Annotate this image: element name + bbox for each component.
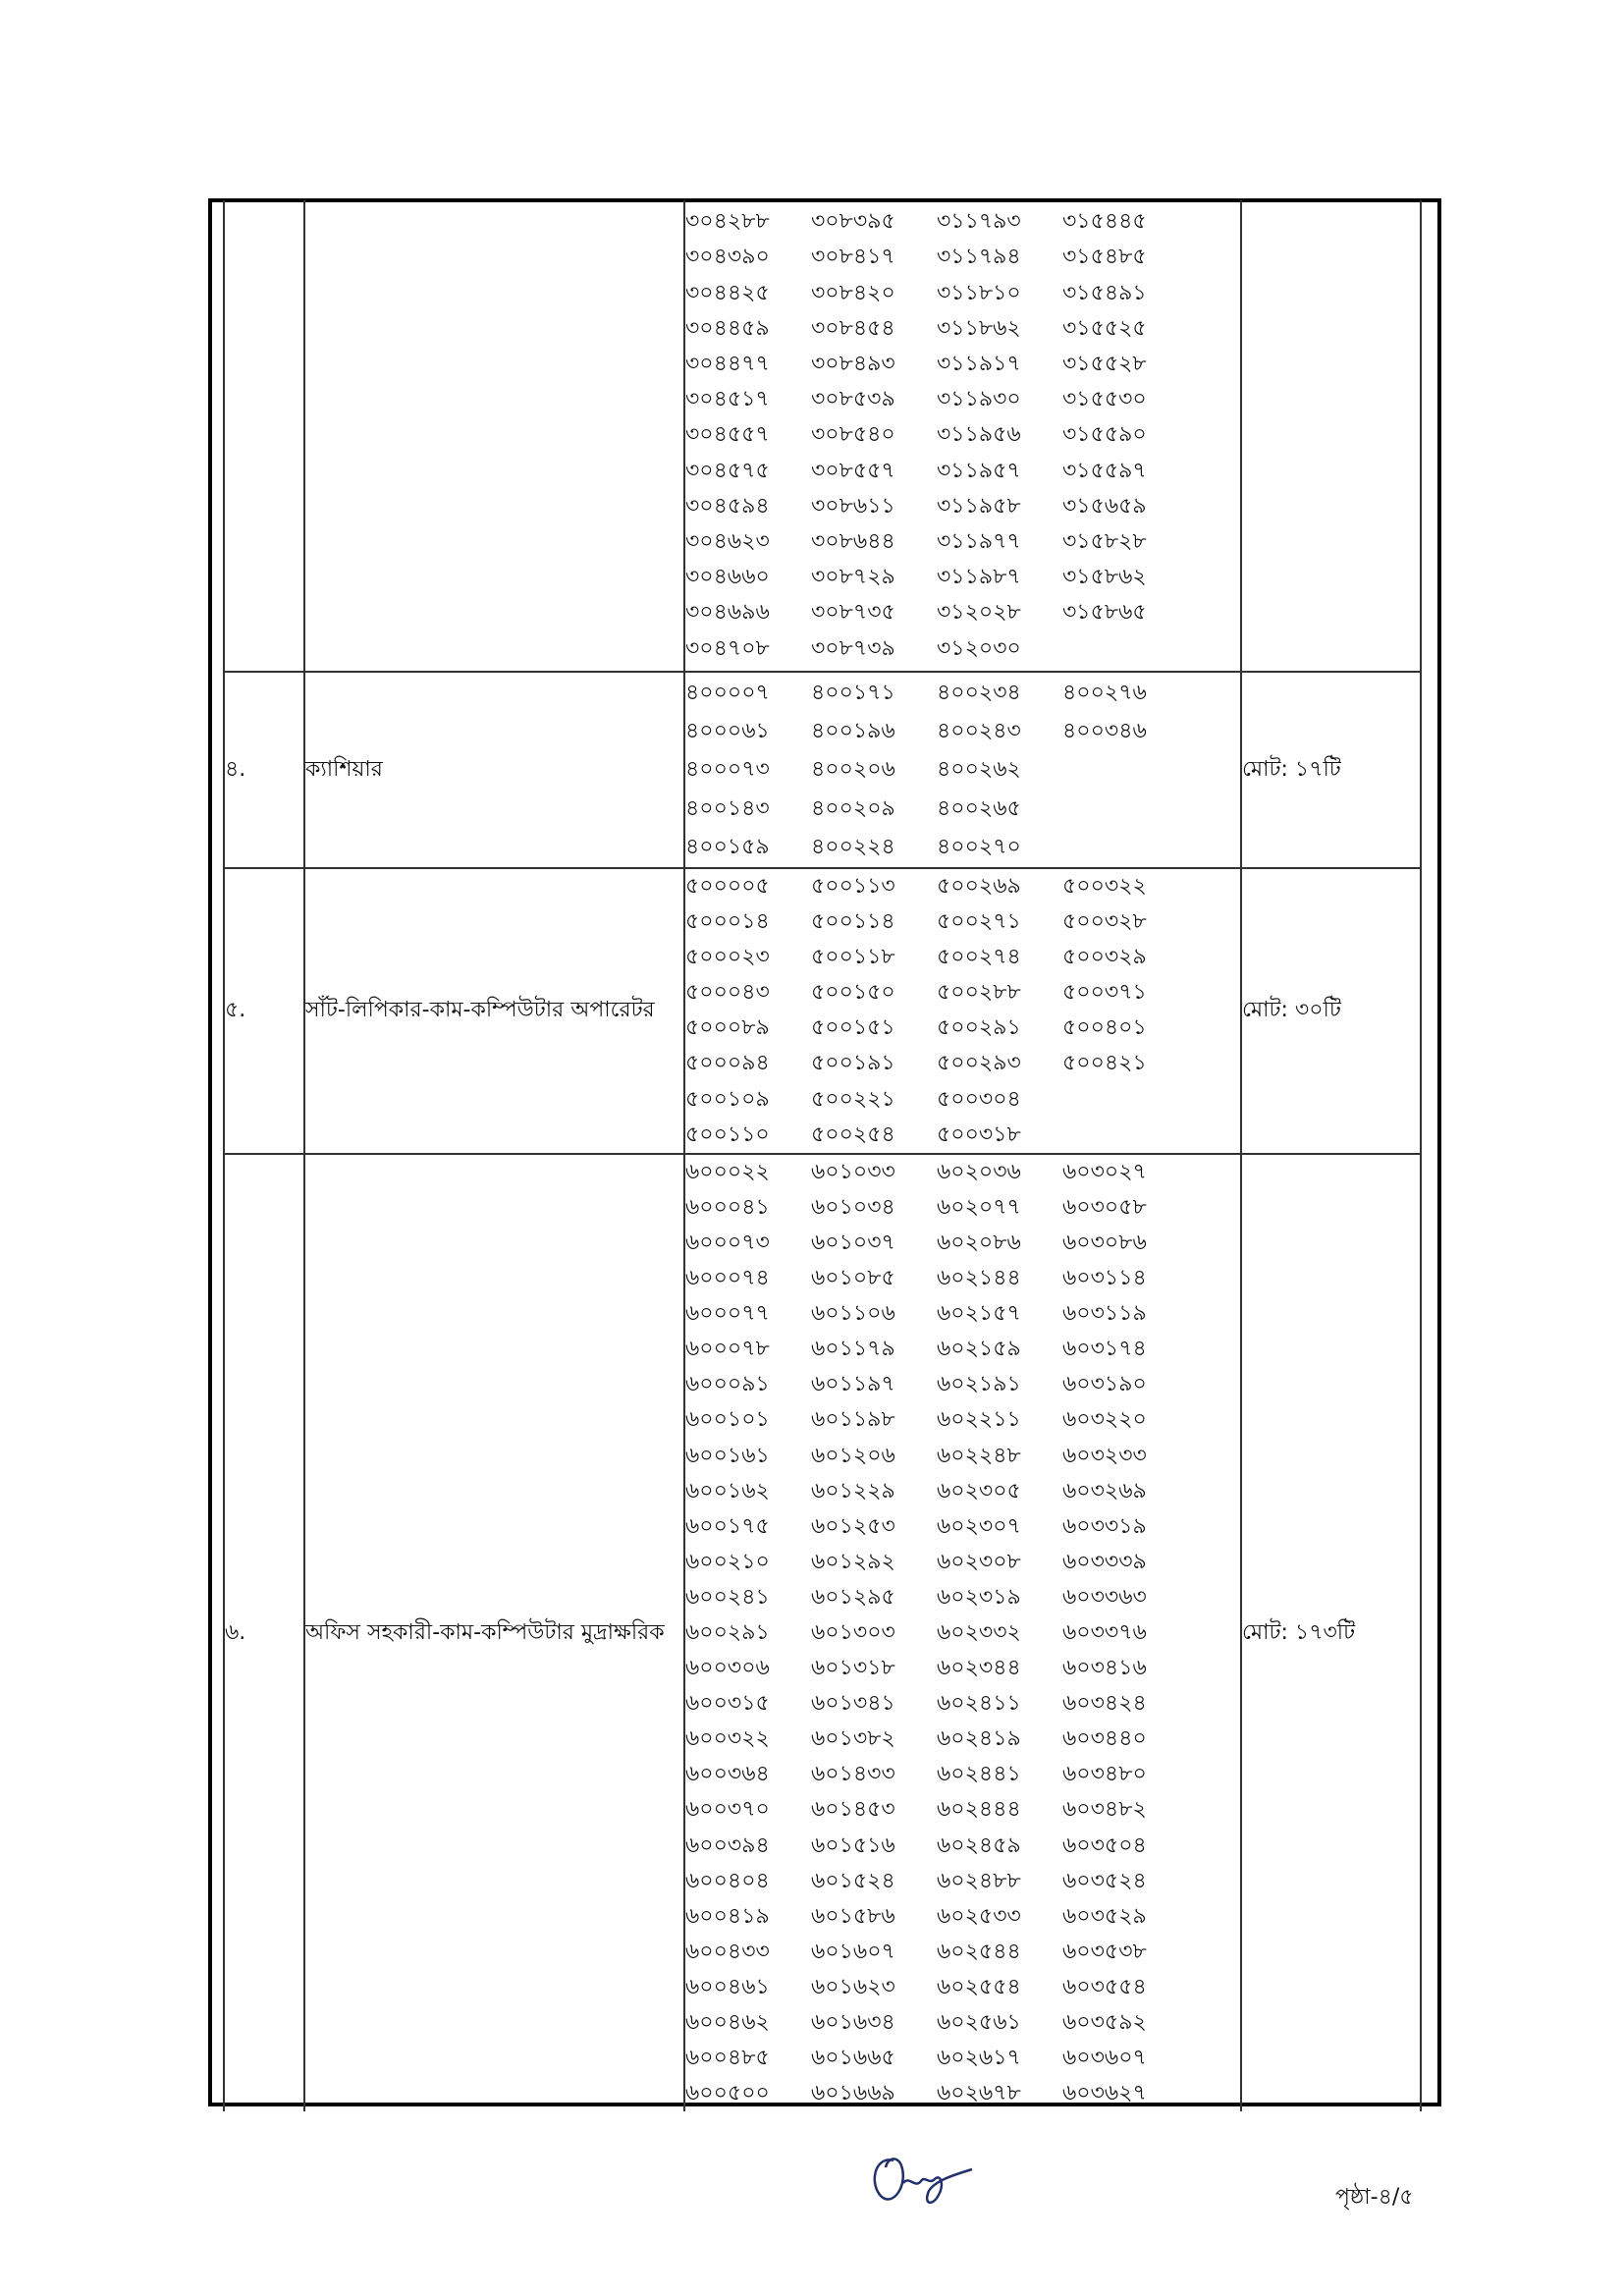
roll-number: ৬০১৬২৩ bbox=[811, 1974, 895, 1999]
roll-number: ৩০৮৪৫৪ bbox=[811, 315, 895, 341]
roll-number: ৫০০০২৩ bbox=[685, 945, 770, 970]
roll-numbers-cell bbox=[684, 672, 1241, 868]
roll-number: ৫০০৪২১ bbox=[1062, 1051, 1147, 1076]
roll-number: ৬০২৩৪৪ bbox=[937, 1656, 1021, 1681]
roll-number: ৩১১৯৮৭ bbox=[937, 565, 1021, 590]
serial-cell: ৫. bbox=[224, 868, 304, 1154]
roll-number: ৩০৪৬৬০ bbox=[685, 565, 770, 590]
roll-number bbox=[1062, 1082, 1188, 1118]
roll-number: ৬০২০৩৬ bbox=[937, 1159, 1021, 1184]
roll-number: ৩১৫৬৫৯ bbox=[1062, 493, 1147, 519]
roll-number: ৬০১৩০৩ bbox=[811, 1619, 895, 1645]
roll-number: ৬০০২১০ bbox=[685, 1549, 770, 1574]
roll-number: ৬০০০৪১ bbox=[685, 1194, 770, 1220]
roll-number: ৫০০৩০৪ bbox=[937, 1086, 1021, 1112]
roll-number: ৬০১০৩৭ bbox=[811, 1230, 895, 1255]
roll-number: ৬০৩৪৪০ bbox=[1062, 1726, 1147, 1752]
roll-number: ৬০৩৫০৪ bbox=[1062, 1832, 1147, 1858]
roll-number: ৩০৮৭২৯ bbox=[811, 565, 895, 590]
roll-number: ৩১৫৫৩০ bbox=[1062, 387, 1147, 412]
post-name-cell: ক্যাশিয়ার bbox=[304, 672, 684, 868]
roll-number: ৬০৩৪৮২ bbox=[1062, 1797, 1147, 1823]
roll-number: ৪০০০৭৩ bbox=[685, 757, 770, 783]
roll-number: ৬০১৩৮২ bbox=[811, 1726, 895, 1752]
roll-number: ৫০০১১৪ bbox=[811, 909, 895, 935]
roll-number: ৩০৮৪২০ bbox=[811, 280, 895, 305]
roll-number: ৫০০৪০১ bbox=[1062, 1015, 1147, 1041]
roll-number: ৫০০০৯৪ bbox=[685, 1051, 770, 1076]
result-table bbox=[223, 200, 1422, 2111]
roll-number: ৪০০১৪৩ bbox=[685, 795, 770, 821]
roll-number: ৩১৫৪৯১ bbox=[1062, 280, 1147, 305]
table-row bbox=[224, 200, 1421, 672]
roll-number: ৬০১৫১৬ bbox=[811, 1832, 895, 1858]
roll-number: ৩১১৯৭৭ bbox=[937, 528, 1021, 554]
roll-number: ৬০২৫৫৪ bbox=[937, 1974, 1021, 1999]
table-row bbox=[224, 672, 1421, 868]
roll-number: ৫০০০১৪ bbox=[685, 909, 770, 935]
roll-number: ৬০১০৩৪ bbox=[811, 1194, 895, 1220]
roll-number: ৬০৩২৩৩ bbox=[1062, 1443, 1147, 1468]
total-cell: মোট: ১৭৩টি bbox=[1241, 1154, 1421, 2112]
roll-list bbox=[685, 869, 1240, 1153]
roll-number: ৫০০২৮৮ bbox=[937, 980, 1021, 1006]
roll-number: ৬০২১৯১ bbox=[937, 1372, 1021, 1397]
roll-number bbox=[1062, 828, 1188, 866]
roll-number bbox=[1062, 750, 1188, 789]
roll-number: ৬০০৪০৪ bbox=[685, 1868, 770, 1893]
roll-number: ৫০০১১৮ bbox=[811, 945, 895, 970]
roll-number: ৬০২৫৩৩ bbox=[937, 1903, 1021, 1929]
roll-number: ৩০৮৫৫৭ bbox=[811, 458, 895, 483]
roll-number: ৬০৩০৫৮ bbox=[1062, 1194, 1147, 1220]
roll-number: ৬০৩১৭৪ bbox=[1062, 1337, 1147, 1362]
roll-number: ৫০০২২১ bbox=[811, 1086, 895, 1112]
roll-number: ৫০০১১৩ bbox=[811, 874, 895, 899]
roll-number: ৩১১৯৫৭ bbox=[937, 458, 1021, 483]
roll-number: ৩১১৯৩০ bbox=[937, 387, 1021, 412]
roll-number: ৬০০৪৬১ bbox=[685, 1974, 770, 1999]
roll-number: ৫০০১৫১ bbox=[811, 1015, 895, 1041]
roll-number: ৬০৩৫৩৮ bbox=[1062, 1939, 1147, 1964]
roll-number: ৬০১৩১৮ bbox=[811, 1656, 895, 1681]
roll-number: ৪০০৩৪৬ bbox=[1062, 718, 1147, 743]
roll-number: ৪০০০০৭ bbox=[685, 680, 770, 705]
roll-number: ৫০০৩২৯ bbox=[1062, 945, 1147, 970]
roll-number: ৬০৩৪২৪ bbox=[1062, 1691, 1147, 1717]
roll-number: ৬০০০২২ bbox=[685, 1159, 770, 1184]
roll-number: ৬০১২০৬ bbox=[811, 1443, 895, 1468]
post-name-cell: সাঁট-লিপিকার-কাম-কম্পিউটার অপারেটর bbox=[304, 868, 684, 1154]
roll-number: ৪০০২৭৬ bbox=[1062, 680, 1147, 705]
roll-number: ৬০১৬৬৯ bbox=[811, 2081, 895, 2106]
roll-number: ৩০৪৪৫৯ bbox=[685, 315, 770, 341]
roll-number: ৫০০২৫৪ bbox=[811, 1121, 895, 1147]
roll-number: ৩১১৭৯৪ bbox=[937, 245, 1021, 270]
roll-number: ৩১১৯৫৬ bbox=[937, 422, 1021, 448]
roll-number: ৩০৮৭৩৫ bbox=[811, 600, 895, 626]
roll-number: ৬০৩৫৯২ bbox=[1062, 2010, 1147, 2035]
roll-number: ৬০২৫৬১ bbox=[937, 2010, 1021, 2035]
roll-number: ৪০০২৩৪ bbox=[937, 680, 1021, 705]
total-cell: মোট: ৩০টি bbox=[1241, 868, 1421, 1154]
roll-number: ৪০০২০৯ bbox=[811, 795, 895, 821]
post-name-cell: অফিস সহকারী-কাম-কম্পিউটার মুদ্রাক্ষরিক bbox=[304, 1154, 684, 2112]
serial-cell bbox=[224, 200, 304, 672]
roll-number: ৩০৪৭০৮ bbox=[685, 635, 770, 661]
roll-number: ৩১২০২৮ bbox=[937, 600, 1021, 626]
roll-number: ৩১৫৫২৮ bbox=[1062, 352, 1147, 377]
roll-number: ৬০০৪৬২ bbox=[685, 2010, 770, 2035]
roll-number: ৬০০৩৭০ bbox=[685, 1797, 770, 1823]
roll-number: ৬০১৪৫৩ bbox=[811, 1797, 895, 1823]
roll-number: ৬০২২১১ bbox=[937, 1407, 1021, 1433]
roll-number: ৬০০৩২২ bbox=[685, 1726, 770, 1752]
roll-number: ৬০১৫২৪ bbox=[811, 1868, 895, 1893]
roll-number: ৩০৮৪১৭ bbox=[811, 245, 895, 270]
total-cell bbox=[1241, 200, 1421, 672]
roll-number: ৬০১৪৩৩ bbox=[811, 1762, 895, 1787]
roll-number: ৪০০১৯৬ bbox=[811, 718, 895, 743]
roll-number: ৫০০২৭৪ bbox=[937, 945, 1021, 970]
roll-number: ৩০৮৬১১ bbox=[811, 493, 895, 519]
roll-number: ৬০১২২৯ bbox=[811, 1478, 895, 1503]
roll-number: ৫০০০৪৩ bbox=[685, 980, 770, 1006]
roll-number: ৩১১৯১৭ bbox=[937, 352, 1021, 377]
roll-number: ৬০৩০২৭ bbox=[1062, 1159, 1147, 1184]
roll-number: ৩০৮৪৯৩ bbox=[811, 352, 895, 377]
roll-number: ৬০০০৭৮ bbox=[685, 1337, 770, 1362]
roll-list bbox=[685, 204, 1240, 666]
roll-number: ৬০০৩০৬ bbox=[685, 1656, 770, 1681]
signature-image bbox=[864, 2146, 982, 2214]
roll-number: ৫০০৩১৮ bbox=[937, 1121, 1021, 1147]
roll-numbers-cell bbox=[684, 1154, 1241, 2112]
roll-number: ৩০৪৬২৩ bbox=[685, 528, 770, 554]
roll-number: ৬০২৪৪১ bbox=[937, 1762, 1021, 1787]
roll-number: ৬০৩২২০ bbox=[1062, 1407, 1147, 1433]
roll-number: ৬০১১৯৮ bbox=[811, 1407, 895, 1433]
roll-number: ৩১১৭৯৩ bbox=[937, 209, 1021, 235]
roll-number: ৬০০৩৬৪ bbox=[685, 1762, 770, 1787]
roll-number: ৪০০০৬১ bbox=[685, 718, 770, 743]
page-number: পৃষ্ঠা-৪/৫ bbox=[1335, 2185, 1414, 2210]
roll-number: ৩১১৮৬২ bbox=[937, 315, 1021, 341]
post-name-cell bbox=[304, 200, 684, 672]
roll-number: ৬০১৬৬৫ bbox=[811, 2046, 895, 2071]
roll-number: ৩০৪৩৯০ bbox=[685, 245, 770, 270]
roll-number: ৬০১০৩৩ bbox=[811, 1159, 895, 1184]
roll-number: ৬০৩০৮৬ bbox=[1062, 1230, 1147, 1255]
roll-number: ৩০৮৫৪০ bbox=[811, 422, 895, 448]
roll-number: ৩০৪২৮৮ bbox=[685, 209, 770, 235]
roll-list bbox=[685, 674, 1240, 867]
serial-cell: ৪. bbox=[224, 672, 304, 868]
roll-number: ৩০৮৩৯৫ bbox=[811, 209, 895, 235]
roll-number: ৫০০০০৫ bbox=[685, 874, 770, 899]
roll-number: ৬০০০৭৭ bbox=[685, 1301, 770, 1327]
roll-number: ৪০০২০৬ bbox=[811, 757, 895, 783]
roll-number: ৬০১৬০৭ bbox=[811, 1939, 895, 1964]
roll-number: ৩১৫৪৪৫ bbox=[1062, 209, 1147, 235]
roll-number: ৬০০৩৯৪ bbox=[685, 1832, 770, 1858]
roll-number: ৩১৫৪৮৫ bbox=[1062, 245, 1147, 270]
roll-number: ৩০৪৫৫৭ bbox=[685, 422, 770, 448]
roll-number: ৬০৩১১৪ bbox=[1062, 1266, 1147, 1291]
roll-number: ৬০২৪১৯ bbox=[937, 1726, 1021, 1752]
roll-number: ৬০২২৪৮ bbox=[937, 1443, 1021, 1468]
roll-number: ৩১২০৩০ bbox=[937, 635, 1021, 661]
roll-number: ৩০৪৬৯৬ bbox=[685, 600, 770, 626]
roll-number: ৩০৮৭৩৯ bbox=[811, 635, 895, 661]
roll-number: ৬০০১০১ bbox=[685, 1407, 770, 1433]
table-row bbox=[224, 1154, 1421, 2112]
roll-number: ৪০০১৭১ bbox=[811, 680, 895, 705]
roll-number: ৩১৫৮২৮ bbox=[1062, 528, 1147, 554]
roll-number: ৬০০২৯১ bbox=[685, 1619, 770, 1645]
roll-number: ৬০৩৩৭৬ bbox=[1062, 1619, 1147, 1645]
roll-number: ৫০০২৯১ bbox=[937, 1015, 1021, 1041]
roll-number: ৪০০২৬৫ bbox=[937, 795, 1021, 821]
roll-number bbox=[1062, 631, 1188, 667]
roll-number: ৫০০০৮৯ bbox=[685, 1015, 770, 1041]
roll-number: ৬০২৪৮৮ bbox=[937, 1868, 1021, 1893]
roll-number: ৬০০০৯১ bbox=[685, 1372, 770, 1397]
roll-number: ৬০২৪১১ bbox=[937, 1691, 1021, 1717]
roll-number: ৩১৫৫২৫ bbox=[1062, 315, 1147, 341]
roll-number: ৬০২৪৪৪ bbox=[937, 1797, 1021, 1823]
roll-number: ৬০০৪১৯ bbox=[685, 1903, 770, 1929]
roll-number: ৬০২৬১৭ bbox=[937, 2046, 1021, 2071]
roll-number: ৬০১৩৪১ bbox=[811, 1691, 895, 1717]
roll-number: ৬০২০৭৭ bbox=[937, 1194, 1021, 1220]
roll-number: ৪০০২৭০ bbox=[937, 835, 1021, 860]
roll-number: ৩০৮৫৩৯ bbox=[811, 387, 895, 412]
roll-number: ৬০৩৬২৭ bbox=[1062, 2081, 1147, 2106]
roll-number: ৩০৪৫১৭ bbox=[685, 387, 770, 412]
roll-number: ৩০৮৬৪৪ bbox=[811, 528, 895, 554]
table-row bbox=[224, 868, 1421, 1154]
serial-cell: ৬. bbox=[224, 1154, 304, 2112]
roll-number: ৪০০১৫৯ bbox=[685, 835, 770, 860]
roll-number: ৬০৩৩৩৯ bbox=[1062, 1549, 1147, 1574]
roll-number: ৬০৩৫৫৪ bbox=[1062, 1974, 1147, 1999]
roll-number: ৩১১৮১০ bbox=[937, 280, 1021, 305]
roll-number: ৫০০৩৭১ bbox=[1062, 980, 1147, 1006]
roll-number: ৬০২১৫৭ bbox=[937, 1301, 1021, 1327]
roll-number: ৬০০৫০০ bbox=[685, 2081, 770, 2106]
roll-number: ৬০০০৭৪ bbox=[685, 1266, 770, 1291]
roll-number: ৪০০২২৪ bbox=[811, 835, 895, 860]
roll-number: ৬০৩৫২৪ bbox=[1062, 1868, 1147, 1893]
roll-number: ৬০১১৭৯ bbox=[811, 1337, 895, 1362]
roll-number: ৩১৫৮৬২ bbox=[1062, 565, 1147, 590]
roll-number: ৫০০২৭১ bbox=[937, 909, 1021, 935]
roll-number: ৬০২১৪৪ bbox=[937, 1266, 1021, 1291]
roll-number: ৩০৪৪২৫ bbox=[685, 280, 770, 305]
roll-number: ৪০০২৪৩ bbox=[937, 718, 1021, 743]
roll-number: ৬০২৩৩২ bbox=[937, 1619, 1021, 1645]
roll-number: ৬০০৪৩৩ bbox=[685, 1939, 770, 1964]
roll-number: ৩১৫৫৯৭ bbox=[1062, 458, 1147, 483]
roll-number: ৬০০১৬১ bbox=[685, 1443, 770, 1468]
roll-number: ৫০০২৬৯ bbox=[937, 874, 1021, 899]
roll-number: ৫০০১১০ bbox=[685, 1121, 770, 1147]
total-cell: মোট: ১৭টি bbox=[1241, 672, 1421, 868]
roll-number: ৬০১১৯৭ bbox=[811, 1372, 895, 1397]
roll-number: ৬০২৫৪৪ bbox=[937, 1939, 1021, 1964]
roll-number: ৫০০১৫০ bbox=[811, 980, 895, 1006]
roll-number: ৬০৩১১৯ bbox=[1062, 1301, 1147, 1327]
roll-number: ৩১১৯৫৮ bbox=[937, 493, 1021, 519]
roll-number: ৬০১৫৮৬ bbox=[811, 1903, 895, 1929]
roll-number: ৫০০১৯১ bbox=[811, 1051, 895, 1076]
roll-number: ৬০১২৯২ bbox=[811, 1549, 895, 1574]
roll-number: ৬০২৩১৯ bbox=[937, 1584, 1021, 1610]
roll-number: ৬০১০৮৫ bbox=[811, 1266, 895, 1291]
roll-number: ৬০৩৩৬৩ bbox=[1062, 1584, 1147, 1610]
roll-number: ৫০০৩২২ bbox=[1062, 874, 1147, 899]
roll-number: ৫০০৩২৮ bbox=[1062, 909, 1147, 935]
roll-number: ৬০০৩১৫ bbox=[685, 1691, 770, 1717]
roll-number: ৬০০১৬২ bbox=[685, 1478, 770, 1503]
roll-number: ৬০৩২৬৯ bbox=[1062, 1478, 1147, 1503]
roll-number: ৬০০২৪১ bbox=[685, 1584, 770, 1610]
roll-numbers-cell bbox=[684, 200, 1241, 672]
roll-number: ৫০০২৯৩ bbox=[937, 1051, 1021, 1076]
roll-number: ৬০১২৫৩ bbox=[811, 1513, 895, 1539]
roll-number: ৬০১১০৬ bbox=[811, 1301, 895, 1327]
roll-number: ৩০৪৫৯৪ bbox=[685, 493, 770, 519]
roll-number: ৬০৩৬০৭ bbox=[1062, 2046, 1147, 2071]
roll-number: ৩১৫৫৯০ bbox=[1062, 422, 1147, 448]
roll-number: ৩০৪৫৭৫ bbox=[685, 458, 770, 483]
roll-number bbox=[1062, 790, 1188, 828]
roll-list bbox=[685, 1155, 1240, 2112]
roll-number: ৬০১২৯৫ bbox=[811, 1584, 895, 1610]
roll-number: ৬০৩৩১৯ bbox=[1062, 1513, 1147, 1539]
roll-number: ৫০০১০৯ bbox=[685, 1086, 770, 1112]
roll-number: ৩১৫৮৬৫ bbox=[1062, 600, 1147, 626]
roll-number: ৪০০২৬২ bbox=[937, 757, 1021, 783]
roll-number: ৬০৩৫২৯ bbox=[1062, 1903, 1147, 1929]
roll-number bbox=[1062, 1118, 1188, 1153]
roll-number: ৬০২৪৫৯ bbox=[937, 1832, 1021, 1858]
roll-number: ৬০৩৪৮০ bbox=[1062, 1762, 1147, 1787]
roll-number: ৬০২৩০৮ bbox=[937, 1549, 1021, 1574]
roll-number: ৬০২০৮৬ bbox=[937, 1230, 1021, 1255]
roll-number: ৬০৩৪১৬ bbox=[1062, 1656, 1147, 1681]
roll-number: ৬০১৬৩৪ bbox=[811, 2010, 895, 2035]
roll-number: ৬০০০৭৩ bbox=[685, 1230, 770, 1255]
roll-number: ৬০০১৭৫ bbox=[685, 1513, 770, 1539]
roll-number: ৬০২৩০৫ bbox=[937, 1478, 1021, 1503]
roll-number: ৬০২৩০৭ bbox=[937, 1513, 1021, 1539]
roll-number: ৬০০৪৮৫ bbox=[685, 2046, 770, 2071]
roll-numbers-cell bbox=[684, 868, 1241, 1154]
roll-number: ৬০৩১৯০ bbox=[1062, 1372, 1147, 1397]
roll-number: ৬০২৬৭৮ bbox=[937, 2081, 1021, 2106]
roll-number: ৬০২১৫৯ bbox=[937, 1337, 1021, 1362]
roll-number: ৩০৪৪৭৭ bbox=[685, 352, 770, 377]
